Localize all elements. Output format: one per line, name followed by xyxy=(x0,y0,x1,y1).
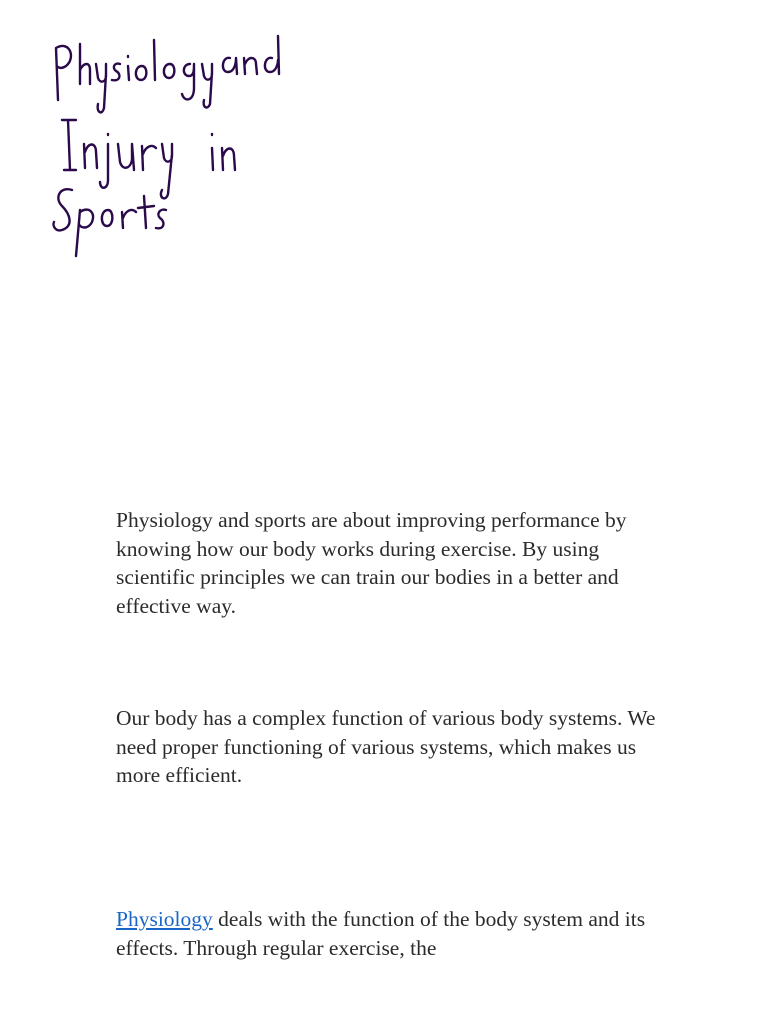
paragraph-physiology xyxy=(116,905,656,962)
physiology-link[interactable]: Physiology xyxy=(116,907,213,931)
paragraph-body-systems: Our body has a complex function of various body systems. We need proper functioning of various systems, which makes us more efficient. xyxy=(116,706,656,787)
handwritten-title xyxy=(40,30,300,270)
handwritten-title-drawing xyxy=(40,30,300,270)
paragraph-physiology-text: deals with the function of the body system and its effects. Through regular exercise, the xyxy=(116,907,646,960)
handwritten-line-injury-in xyxy=(62,120,235,198)
paragraph-intro: Physiology and sports are about improving performance by knowing how our body works during exercise. By using scientific principles we can train our bodies in a better and effective way. xyxy=(116,508,627,618)
handwritten-line-sports xyxy=(53,189,166,256)
handwritten-line-physiology-and xyxy=(56,36,279,112)
